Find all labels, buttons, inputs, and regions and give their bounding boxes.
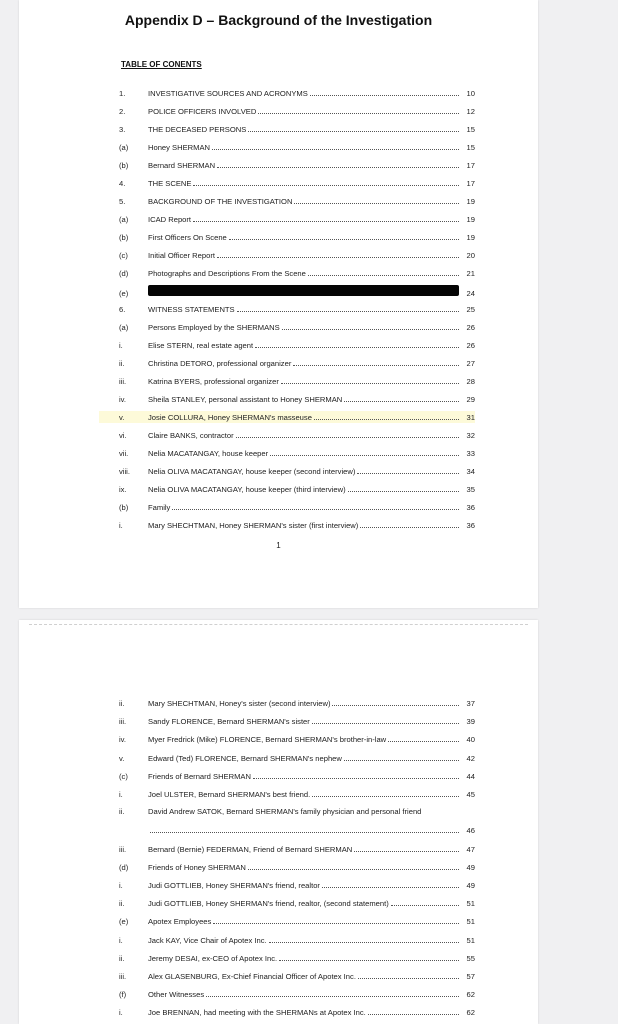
toc-entry-title: Mary SHECHTMAN, Honey SHERMAN's sister (first interview) (148, 521, 359, 530)
toc-entry-title: Sandy FLORENCE, Bernard SHERMAN's sister (148, 717, 310, 727)
toc-entry-number: iii. (119, 844, 127, 854)
toc-entry (119, 357, 475, 369)
dot-leader (217, 249, 459, 258)
toc-entry-page: 29 (466, 395, 475, 404)
toc-entry-number: (c) (119, 251, 128, 260)
toc-entry-title: Nelia MACATANGAY, house keeper (148, 449, 269, 458)
toc-entry-title: Joel ULSTER, Bernard SHERMAN's best friend. (148, 790, 311, 799)
toc-entry (119, 285, 475, 297)
toc-entry-title: Apotex Employees (148, 917, 212, 927)
toc-entry-number: viii. (119, 467, 130, 476)
toc-entry-page: 26 (466, 323, 475, 332)
toc-entry-page: 62 (466, 990, 475, 1000)
toc-entry (119, 897, 475, 909)
toc-entry-title: Family (148, 503, 171, 512)
toc-entry (119, 465, 475, 477)
toc-entry (119, 249, 475, 261)
toc-entry (119, 806, 475, 818)
toc-entry-page: 46 (466, 826, 475, 836)
toc-entry-title: Bernard SHERMAN (148, 161, 216, 170)
toc-entry (119, 393, 475, 405)
toc-entry (119, 267, 475, 279)
toc-entry-number: v. (119, 413, 125, 422)
toc-entry (119, 879, 475, 891)
toc-entry-title: Judi GOTTLIEB, Honey SHERMAN's friend, realtor (148, 881, 320, 890)
toc-entry-number: i. (119, 521, 123, 530)
toc-entry-number: iii. (119, 972, 127, 981)
dot-leader (279, 952, 459, 961)
toc-entry (119, 447, 475, 459)
toc-entry-title: Other Witnesses (148, 990, 205, 1000)
toc-entry (119, 303, 475, 315)
toc-entry-title: WITNESS STATEMENTS (148, 305, 235, 314)
dot-leader (368, 1006, 459, 1015)
toc-entry-title: Nelia OLIVA MACATANGAY, house keeper (third interview) (148, 485, 346, 494)
dot-leader (294, 195, 459, 204)
toc-entry-title: Judi GOTTLIEB, Honey SHERMAN's friend, realtor, (second statement) (148, 899, 389, 909)
toc-entry-number: (b) (119, 161, 129, 170)
toc-entry-number: i. (119, 341, 123, 350)
toc-entry-number: ii. (119, 359, 125, 368)
toc-entry-title: Josie COLLURA, Honey SHERMAN's masseuse (148, 413, 312, 422)
toc-entry (119, 824, 475, 836)
toc-entry-page: 40 (466, 735, 475, 745)
toc-entry-number: iv. (119, 735, 127, 745)
toc-entry-title: INVESTIGATIVE SOURCES AND ACRONYMS (148, 89, 308, 98)
toc-entry-page: 47 (466, 844, 475, 854)
dot-leader (236, 429, 459, 438)
dot-leader (308, 267, 459, 276)
toc-entry (119, 123, 475, 135)
dot-leader (312, 715, 459, 724)
dot-leader (357, 465, 459, 474)
toc-entry-page: 33 (466, 449, 475, 458)
toc-entry (119, 501, 475, 513)
dot-leader (348, 483, 459, 492)
dot-leader (344, 752, 459, 761)
toc-entry-page: 21 (466, 269, 475, 278)
toc-entry-page: 36 (466, 503, 475, 512)
dot-leader (237, 303, 459, 312)
toc-entry (119, 483, 475, 495)
toc-entry (119, 105, 475, 117)
toc-entry-title: Persons Employed by the SHERMANS (148, 323, 280, 332)
toc-entry-number: (d) (119, 862, 129, 872)
toc-entry-page: 25 (466, 305, 475, 314)
toc-entry-title: Christina DETORO, professional organizer (148, 359, 292, 368)
toc-entry-page: 15 (466, 143, 475, 152)
toc-entry-page: 19 (466, 197, 475, 206)
toc-entry-title: THE DECEASED PERSONS (148, 125, 247, 134)
dot-leader (360, 519, 459, 528)
toc-entry-number: 2. (119, 107, 126, 116)
toc-entry-title: Alex GLASENBURG, Ex-Chief Financial Officer of Apotex Inc. (148, 972, 356, 981)
toc-entry-number: ii. (119, 953, 125, 963)
toc-entry-page: 24 (466, 289, 475, 298)
toc-entry-page: 26 (466, 341, 475, 350)
toc-entry-title: Jeremy DESAI, ex-CEO of Apotex Inc. (148, 953, 278, 963)
redaction-bar (148, 285, 459, 296)
toc-entry (119, 934, 475, 946)
page-number: 1 (276, 541, 281, 550)
toc-entry-title: Friends of Honey SHERMAN (148, 862, 246, 872)
dot-leader (213, 915, 459, 924)
toc-entry-number: (e) (119, 289, 129, 298)
toc-entry (119, 843, 475, 855)
toc-entry-number: vii. (119, 449, 129, 458)
dot-leader (388, 733, 459, 742)
toc-entry-page: 28 (466, 377, 475, 386)
toc-entry-page: 31 (466, 413, 475, 422)
toc-entry-title: BACKGROUND OF THE INVESTIGATION (148, 197, 293, 206)
toc-entry-number: iii. (119, 377, 127, 386)
toc-entry-number: (a) (119, 143, 129, 152)
dot-leader (269, 934, 459, 943)
toc-entry-page: 36 (466, 521, 475, 530)
dot-leader (282, 321, 459, 330)
toc-entry-title: POLICE OFFICERS INVOLVED (148, 107, 257, 116)
toc-entry-page: 19 (466, 233, 475, 242)
toc-entry-page: 44 (466, 771, 475, 781)
toc-entry-title: Jack KAY, Vice Chair of Apotex Inc. (148, 935, 267, 945)
toc-entry (119, 988, 475, 1000)
toc-entry (119, 715, 475, 727)
toc-entry-page: 45 (466, 790, 475, 799)
dot-leader (314, 411, 459, 420)
toc-entry-page: 62 (466, 1008, 475, 1018)
dot-leader (255, 339, 459, 348)
toc-entry-title: THE SCENE (148, 179, 192, 188)
toc-entry (119, 429, 475, 441)
document-page-2 (19, 620, 538, 1024)
toc-heading: TABLE OF CONENTS (121, 60, 202, 69)
toc-entry-page: 17 (466, 161, 475, 170)
dot-leader (310, 87, 459, 96)
toc-entry-page: 20 (466, 251, 475, 260)
toc-entry-title: First Officers On Scene (148, 233, 227, 242)
toc-entry-page: 49 (466, 862, 475, 872)
toc-entry-page: 34 (466, 467, 475, 476)
toc-entry (119, 231, 475, 243)
toc-entry-title: Katrina BYERS, professional organizer (148, 377, 279, 386)
toc-entry-page: 12 (466, 107, 475, 116)
toc-entry-title: Bernard (Bernie) FEDERMAN, Friend of Bernard SHERMAN (148, 844, 353, 854)
toc-entry-number: (a) (119, 215, 129, 224)
toc-entry-page: 10 (466, 89, 475, 98)
toc-entry-page: 32 (466, 431, 475, 440)
dot-leader (293, 357, 459, 366)
toc-entry-page: 51 (466, 899, 475, 909)
toc-entry-page: 35 (466, 485, 475, 494)
dot-leader (344, 393, 459, 402)
toc-entry-page: 15 (466, 125, 475, 134)
dot-leader (312, 788, 459, 797)
toc-entry-page: 57 (466, 972, 475, 981)
toc-entry-page: 51 (466, 917, 475, 927)
dot-leader (270, 447, 459, 456)
toc-entry (119, 87, 475, 99)
toc-entry-title: Nelia OLIVA MACATANGAY, house keeper (second interview) (148, 467, 356, 476)
toc-entry (119, 141, 475, 153)
page-top-rule (29, 624, 528, 625)
toc-entry (119, 519, 475, 531)
dot-leader (358, 970, 459, 979)
toc-entry-title: ICAD Report (148, 215, 192, 224)
toc-entry (119, 970, 475, 982)
toc-entry-title: Initial Officer Report (148, 251, 215, 260)
toc-entry-page: 51 (466, 935, 475, 945)
toc-entry-title: Sheila STANLEY, personal assistant to Honey SHERMAN (148, 395, 343, 404)
toc-entry-number: (b) (119, 503, 129, 512)
toc-entry (119, 339, 475, 351)
toc-entry (119, 177, 475, 189)
toc-entry-number: iii. (119, 717, 127, 727)
toc-entry (119, 788, 475, 800)
toc-entry-page: 37 (466, 699, 475, 708)
dot-leader (172, 501, 459, 510)
toc-entry-title: Myer Fredrick (Mike) FLORENCE, Bernard SHERMAN's brother-in-law (148, 735, 387, 745)
toc-entry-page: 19 (466, 215, 475, 224)
dot-leader (253, 770, 459, 779)
dot-leader (354, 843, 459, 852)
dot-leader (150, 824, 459, 833)
toc-entry-title: Photographs and Descriptions From the Scene (148, 269, 306, 278)
toc-entry-title: Joe BRENNAN, had meeting with the SHERMANs at Apotex Inc. (148, 1008, 366, 1018)
toc-entry (119, 861, 475, 873)
toc-entry (119, 375, 475, 387)
toc-entry-title: David Andrew SATOK, Bernard SHERMAN's family physician and personal friend (148, 807, 422, 817)
dot-leader (206, 988, 459, 997)
dot-leader (217, 159, 459, 168)
toc-entry-number: 4. (119, 179, 126, 188)
document-page-1 (19, 0, 538, 608)
toc-entry-number: 5. (119, 197, 126, 206)
dot-leader (212, 141, 459, 150)
toc-entry (119, 697, 475, 709)
document-title: Appendix D – Background of the Investigation (124, 12, 433, 28)
toc-entry-number: 3. (119, 125, 126, 134)
toc-entry-number: (b) (119, 233, 129, 242)
toc-entry-title: Elise STERN, real estate agent (148, 341, 254, 350)
toc-entry-number: (d) (119, 269, 129, 278)
dot-leader (391, 897, 459, 906)
dot-leader (193, 213, 459, 222)
dot-leader (258, 105, 459, 114)
toc-entry-page: 27 (466, 359, 475, 368)
toc-entry-page: 17 (466, 179, 475, 188)
dot-leader (332, 697, 459, 706)
toc-entry-number: 6. (119, 305, 126, 314)
toc-entry-number: iv. (119, 395, 127, 404)
toc-entry-title: Mary SHECHTMAN, Honey's sister (second interview) (148, 699, 331, 708)
toc-entry-number: ix. (119, 485, 127, 494)
toc-entry (119, 752, 475, 764)
toc-entry-page: 55 (466, 953, 475, 963)
toc-entry-title: Claire BANKS, contractor (148, 431, 234, 440)
toc-entry-title: Friends of Bernard SHERMAN (148, 771, 251, 781)
toc-entry-number: i. (119, 790, 123, 799)
toc-entry-number: ii. (119, 807, 125, 817)
toc-entry-number: i. (119, 1008, 123, 1018)
toc-entry-title: Edward (Ted) FLORENCE, Bernard SHERMAN's nephew (148, 753, 342, 763)
toc-entry-number: (e) (119, 917, 129, 927)
toc-entry (119, 1006, 475, 1018)
toc-entry-number: ii. (119, 899, 125, 909)
toc-entry (119, 770, 475, 782)
toc-entry (119, 159, 475, 171)
dot-leader (193, 177, 459, 186)
toc-entry-number: vi. (119, 431, 127, 440)
toc-entry-number: i. (119, 935, 123, 945)
toc-entry-number: (a) (119, 323, 129, 332)
toc-entry-number: ii. (119, 699, 125, 708)
toc-entry-number: (c) (119, 771, 128, 781)
dot-leader (322, 879, 459, 888)
toc-entry-page: 49 (466, 881, 475, 890)
toc-entry (119, 952, 475, 964)
dot-leader (281, 375, 459, 384)
toc-entry-number: 1. (119, 89, 126, 98)
dot-leader (248, 861, 459, 870)
toc-entry-page: 39 (466, 717, 475, 727)
toc-entry (119, 321, 475, 333)
toc-entry-number: v. (119, 753, 125, 763)
toc-entry (119, 915, 475, 927)
toc-entry (119, 195, 475, 207)
toc-entry-number: i. (119, 881, 123, 890)
toc-entry-title: Honey SHERMAN (148, 143, 211, 152)
toc-entry-number: (f) (119, 990, 127, 1000)
dot-leader (248, 123, 459, 132)
toc-entry (119, 213, 475, 225)
toc-entry (119, 733, 475, 745)
dot-leader (229, 231, 459, 240)
toc-entry-page: 42 (466, 753, 475, 763)
toc-entry (99, 411, 475, 423)
